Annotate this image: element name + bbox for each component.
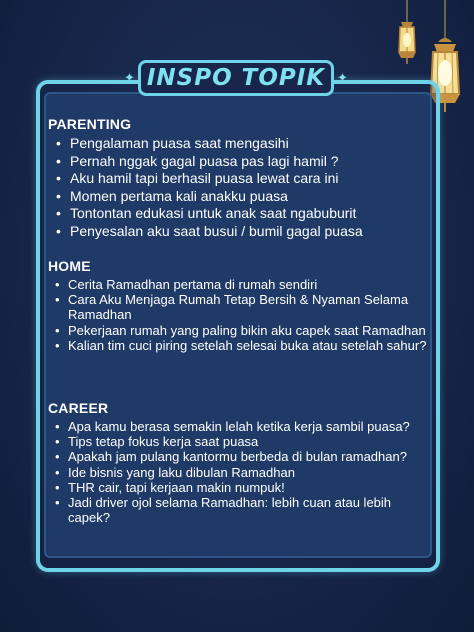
list-item: • Apakah jam pulang kantormu berbeda di bulan ramadhan?	[48, 449, 432, 464]
list-item: • Pengalaman puasa saat mengasihi	[48, 135, 432, 153]
topic-list	[48, 419, 432, 525]
list-item: • Jadi driver ojol selama Ramadhan: lebih cuan atau lebih capek?	[48, 495, 432, 525]
list-item: • Cerita Ramadhan pertama di rumah sendiri	[48, 277, 432, 292]
list-item: • Penyesalan aku saat busui / bumil gagal puasa	[48, 223, 432, 241]
section-parenting	[48, 116, 432, 240]
star-icon: ✦	[124, 70, 135, 85]
list-item: • Momen pertama kali anakku puasa	[48, 188, 432, 206]
lantern-small-icon	[392, 0, 422, 70]
section-home	[48, 258, 432, 353]
section-heading: CAREER	[48, 400, 109, 416]
page-title: INSPO TOPIK	[146, 65, 326, 91]
list-item: • Aku hamil tapi berhasil puasa lewat cara ini	[48, 170, 432, 188]
list-item: • Pernah nggak gagal puasa pas lagi hamil ?	[48, 153, 432, 171]
topic-list	[48, 135, 432, 240]
list-item: • Pekerjaan rumah yang paling bikin aku capek saat Ramadhan	[48, 323, 432, 338]
list-item: • Apa kamu berasa semakin lelah ketika kerja sambil puasa?	[48, 419, 432, 434]
list-item: • THR cair, tapi kerjaan makin numpuk!	[48, 480, 432, 495]
list-item: • Tontontan edukasi untuk anak saat ngabuburit	[48, 205, 432, 223]
list-item: • Cara Aku Menjaga Rumah Tetap Bersih & Nyaman Selama Ramadhan	[48, 292, 432, 322]
list-item: • Tips tetap fokus kerja saat puasa	[48, 434, 432, 449]
section-heading: HOME	[48, 258, 91, 274]
section-career	[48, 400, 432, 525]
section-heading: PARENTING	[48, 116, 132, 132]
topic-list	[48, 277, 432, 353]
list-item: • Ide bisnis yang laku dibulan Ramadhan	[48, 465, 432, 480]
list-item: • Kalian tim cuci piring setelah selesai buka atau setelah sahur?	[48, 338, 432, 353]
title-banner	[138, 60, 334, 96]
star-icon: ✦	[337, 70, 348, 85]
